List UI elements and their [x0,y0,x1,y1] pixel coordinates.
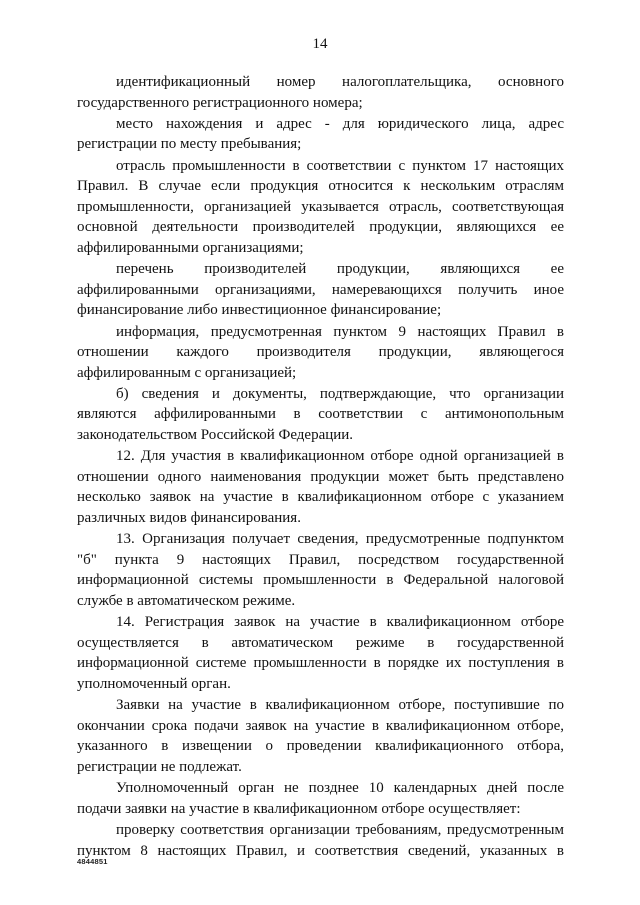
paragraph-item-13: 13. Организация получает сведения, предусмотренные подпунктом "б" пункта 9 настоящих Правил, посредством государственной информационной системы промышленности в Федеральной налоговой службе в автоматическом режиме. [77,531,564,609]
paragraph-producers-list: перечень производителей продукции, являющихся ее аффилированными организациями, намеревающихся получить иное финансирование либо инвестиционное финансирование; [77,261,564,319]
paragraph-item-14: 14. Регистрация заявок на участие в квалификационном отборе осуществляется в автоматическом режиме в государственной информационной системе промышленности в порядке их поступления в уполномоченный орган. [77,614,564,692]
paragraph-affiliation-docs: б) сведения и документы, подтверждающие, что организации являются аффилированными в соответствии с антимонопольным законодательством Российской Федерации. [77,385,564,444]
paragraph-location-address: место нахождения и адрес - для юридического лица, адрес регистрации по месту пребывания; [77,115,564,153]
paragraph-item-12: 12. Для участия в квалификационном отборе одной организацией в отношении одного наименования продукции может быть представлено несколько заявок на участие в квалификационном отборе с указанием различных видов финансирования. [77,448,564,527]
paragraph-industry: отрасль промышленности в соответствии с пунктом 17 настоящих Правил. В случае если продукция относится к нескольким отраслям промышленности, организацией указывается отрасль, соответствующая основной деятельности производителей продукции, являющихся ее аффилированными организациями; [77,157,564,256]
document-id: 4844851 [77,857,108,866]
paragraph-late-applications: Заявки на участие в квалификационном отборе, поступившие по окончании срока подачи заявок на участие в квалификационном отборе, указанного в извещении о проведении квалификационного отбора, регистрации не подлежат. [77,697,564,775]
page-number: 14 [312,36,328,52]
paragraph-taxpayer-id: идентификационный номер налогоплательщика, основного государственного регистрационного номера; [77,74,564,111]
paragraph-producer-info: информация, предусмотренная пунктом 9 настоящих Правил в отношении каждого производителя продукции, являющегося аффилированным с организацией; [77,323,564,381]
paragraph-compliance-check: проверку соответствия организации требованиям, предусмотренным пунктом 8 настоящих Правил, и соответствия сведений, указанных в [77,821,564,859]
paragraph-authorized-body: Уполномоченный орган не позднее 10 календарных дней после подачи заявки на участие в квалификационном отборе осуществляет: [77,780,564,817]
document-body [77,72,564,861]
